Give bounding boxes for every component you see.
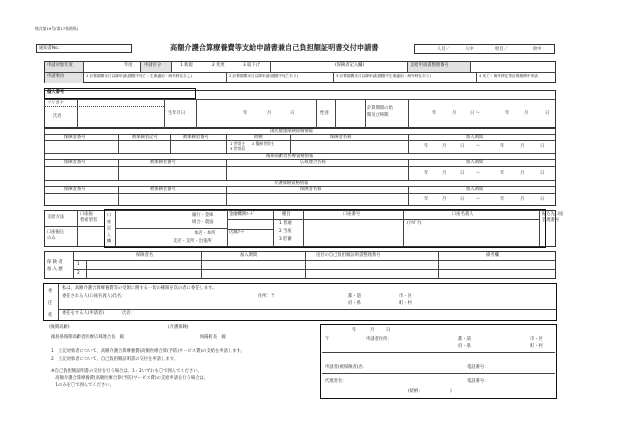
account-number-label: 口座番号 bbox=[343, 212, 361, 217]
footer-addressee-koki: 徳島県後期高齢者医療広域連合長 殿 bbox=[51, 335, 125, 340]
period-end-day: 日 bbox=[545, 111, 550, 116]
receipt-label-a: 振込先口座 bbox=[542, 212, 564, 217]
account-type-current[interactable]: 2 当座 bbox=[279, 229, 292, 234]
kaigo-period-day2: 日 bbox=[540, 197, 545, 202]
kaigo-col-name: 保険者名称 bbox=[300, 187, 322, 192]
holder-kana-label: (ﾌﾘｶﾞﾅ) bbox=[407, 221, 422, 226]
bank-types-2: 組合・農協 bbox=[192, 220, 214, 225]
kaigo-col-insurer: 保険者番号 bbox=[64, 187, 86, 192]
page-title: 高額介護合算療養費等支給申請書兼自己負担額証明書交付申請書 bbox=[170, 43, 379, 52]
reason-option-1[interactable]: 1 計算期間末日以降申請(期限中死亡・生保適用・海外移住なし) bbox=[86, 74, 192, 78]
period-start-month: 月 bbox=[452, 111, 457, 116]
delegate-name-label: 委任される人(口座名義人)氏名： bbox=[62, 294, 126, 299]
kaigo-period-day: 日 bbox=[460, 197, 465, 202]
delegation-side-3: 状 bbox=[48, 313, 53, 318]
kind-label-b: のみ bbox=[47, 236, 56, 241]
relation-option-2[interactable]: 2 擬制世帯主 bbox=[252, 140, 275, 146]
period-start-day: 日 ～ bbox=[470, 111, 480, 116]
kokuho-col-number: 被保険者番号 bbox=[183, 134, 209, 140]
kind-label-a: 口座振込 bbox=[47, 230, 65, 235]
bank-code-label: 金融機関ｺｰﾄﾞ bbox=[229, 212, 255, 217]
ledger-number-label: 通知書No.： bbox=[39, 46, 64, 51]
applicant-addr-pref2: 府・県 bbox=[458, 344, 471, 349]
furigana-label: フリガナ bbox=[47, 101, 64, 106]
kaigo-header: 介護保険資格情報 bbox=[274, 181, 309, 186]
applicant-tel-label: 電話番号： bbox=[467, 365, 489, 370]
footer-head-koki: (後期高齢) bbox=[49, 325, 70, 330]
applicant-addr-town: 町・村 bbox=[530, 344, 543, 349]
kokuho-col-name: 保険者名称 bbox=[330, 134, 352, 140]
kaigo-col-number: 被保険者番号 bbox=[150, 187, 176, 192]
kokuho-period-tilde: ～ bbox=[476, 144, 481, 149]
apply-date-year: 年 bbox=[352, 328, 357, 333]
applicant-addr-city: 市・区 bbox=[530, 337, 543, 342]
person-number-label: 個人番号 bbox=[47, 90, 65, 95]
reason-option-4[interactable]: 4 死亡・海外移住等計算期間中申請 bbox=[479, 74, 538, 78]
birth-year: 年 bbox=[243, 111, 248, 116]
delegate-address-label: 住所：〒 bbox=[258, 294, 276, 299]
period-label-a: 計算期間の始 bbox=[367, 106, 393, 111]
relation-option-3[interactable]: 3 世帯員 bbox=[230, 146, 246, 151]
reason-option-3[interactable]: 3 計算期間末日以降申請(期限中生保適用・海外移住あり) bbox=[336, 74, 431, 78]
other-row-2-no: 2 bbox=[77, 271, 80, 276]
kokuho-period-day2: 日 bbox=[540, 144, 545, 149]
delegate-addr-pref2: 府・県 bbox=[348, 301, 361, 306]
account-holder-label: 口座名義人 bbox=[452, 212, 474, 217]
kokuho-col-insurer: 保険者番号 bbox=[64, 134, 86, 140]
kaigo-period-month2: 月 bbox=[520, 197, 525, 202]
koki-header: 後期高齢者医療資格情報 bbox=[266, 154, 314, 159]
kokuho-period-year: 年 bbox=[424, 144, 429, 149]
agent-relation-close: ) bbox=[450, 389, 452, 394]
period-start-year: 年 bbox=[432, 111, 437, 116]
receipt-label-b: 管理番号 bbox=[542, 218, 560, 223]
kokuho-col-period: 加入期間 bbox=[466, 134, 484, 140]
kaigo-period-year: 年 bbox=[424, 197, 429, 202]
kokuho-col-mark: 被保険者記号 bbox=[132, 134, 158, 140]
type-option-new[interactable]: 1 新規 bbox=[180, 63, 193, 68]
other-col-certificate: 送付の自己負担額証明書整理番号 bbox=[316, 253, 381, 258]
applicant-postal: 〒 bbox=[325, 337, 330, 342]
page-count-box bbox=[414, 44, 555, 54]
bank-types-1: 銀行・金庫 bbox=[192, 213, 214, 218]
delegator-label: 委任をする人(申請者) bbox=[62, 311, 105, 316]
kokuho-header: 国民健康保険資格情報 bbox=[270, 129, 313, 134]
kaigo-period-year2: 年 bbox=[500, 197, 505, 202]
branch-types-2: 支店・支所・出張所 bbox=[173, 239, 212, 244]
delegation-text: 私は、高額介護合算療養費等の受領に関する一切の権限を次の者に委任します。 bbox=[62, 286, 217, 291]
koki-period-tilde: ～ bbox=[476, 171, 481, 176]
other-col-insurer: 保険者名 bbox=[136, 253, 154, 258]
other-row-1-no: 1 bbox=[77, 262, 80, 267]
name-label: 氏名 bbox=[53, 114, 62, 119]
apply-date-day: 日 bbox=[386, 328, 391, 333]
koki-period-day: 日 bbox=[460, 171, 465, 176]
footer-addressee-kaigo: 海陽町長 殿 bbox=[200, 335, 226, 340]
delegation-side-2: 任 bbox=[48, 301, 53, 306]
target-year-unit: 年度 bbox=[124, 63, 133, 68]
branch-code-label: 店舗ｺｰﾄﾞ bbox=[229, 230, 247, 235]
ledger-number-box bbox=[36, 44, 132, 53]
footer-note-2: 高額介護合算療養費(高額医療合算(予防)サービス費)の支給申請を行う場合は、 bbox=[51, 376, 209, 381]
birth-label: 生年月日 bbox=[168, 111, 186, 116]
mark-label-a: 口座振 bbox=[80, 212, 93, 217]
branch-types-1: 本店・本所 bbox=[194, 231, 216, 236]
delegate-addr-pref: 都・道 bbox=[348, 294, 361, 299]
delegator-name-label: 氏名： bbox=[122, 311, 135, 316]
account-type-label: 種目 bbox=[282, 212, 291, 217]
koki-col-insurer: 保険者番号 bbox=[64, 160, 86, 165]
other-insurers-table bbox=[44, 251, 556, 279]
other-col-remarks: 備考欄 bbox=[486, 253, 499, 258]
koki-period-year: 年 bbox=[424, 171, 429, 176]
footer-note-3: 1のみを〇で囲んでください。 bbox=[51, 383, 114, 388]
person-number-field[interactable] bbox=[44, 88, 196, 99]
period-end-year: 年 bbox=[505, 111, 510, 116]
applicant-name-label: 申請者(被保険者)名： bbox=[325, 365, 368, 370]
account-type-ordinary[interactable]: 1 普通 bbox=[279, 221, 292, 226]
mark-label-b: 替希望者 bbox=[80, 218, 98, 223]
delegation-side-1: 委 bbox=[48, 289, 53, 294]
kaigo-period-month: 月 bbox=[442, 197, 447, 202]
form-number: 様式第19号(第17条関係) bbox=[35, 26, 78, 31]
apply-date-month: 月 bbox=[370, 328, 375, 333]
application-type-label: 申請区分 bbox=[144, 63, 162, 68]
payment-number-label: 支給申請書整理番号 bbox=[410, 63, 449, 68]
koki-period-day2: 日 bbox=[540, 171, 545, 176]
relation-option-1[interactable]: 1 世帯主 bbox=[230, 140, 246, 146]
target-year-label: 申請対象年度 bbox=[47, 63, 73, 68]
reason-option-2[interactable]: 2 計算期間末日以降申請(期限中死亡あり) bbox=[229, 74, 299, 78]
bank-side-label: 口座記入欄 bbox=[107, 212, 111, 243]
koki-col-number: 被保険者番号 bbox=[150, 160, 176, 165]
period-label-b: 期及び終期 bbox=[367, 113, 389, 118]
koki-period-month: 月 bbox=[442, 171, 447, 176]
kokuho-period-day: 日 bbox=[460, 144, 465, 149]
reason-label: 申請事由 bbox=[47, 74, 65, 79]
sex-label: 性別 bbox=[320, 111, 329, 116]
account-type-savings[interactable]: 3 貯蓄 bbox=[279, 237, 292, 242]
statement-2[interactable]: 2 上記対象者について、自己負担額証明書の交付を申請します。 bbox=[51, 357, 178, 362]
statement-1[interactable]: 1 上記対象者について、高額介護合算療養費(高額医療合算(予防)サービス費)の支給を申請します。 bbox=[51, 349, 245, 354]
kaigo-col-period: 加入期間 bbox=[466, 187, 484, 192]
kokuho-col-relation: 続柄 bbox=[254, 134, 263, 140]
applicant-address-label: 申請者住所： bbox=[366, 337, 392, 342]
other-side-label-a: 保 険 者 bbox=[47, 260, 63, 265]
koki-col-period: 加入期間 bbox=[466, 160, 484, 165]
period-end-month: 月 bbox=[524, 111, 529, 116]
other-side-label-b: 加 入 歴 bbox=[47, 267, 63, 272]
payment-method-label: 支給方法 bbox=[47, 215, 65, 220]
koki-col-name: 広域連合名称 bbox=[300, 160, 326, 165]
applicant-box[interactable] bbox=[320, 324, 557, 399]
insurer-note: (保険者記入欄) bbox=[335, 63, 365, 68]
kokuho-period-year2: 年 bbox=[500, 144, 505, 149]
delegate-addr-city: 市・区 bbox=[399, 294, 412, 299]
footer-head-kaigo: (介護保険) bbox=[168, 325, 189, 330]
other-col-period: 加入期間 bbox=[240, 253, 258, 258]
kokuho-period-month: 月 bbox=[442, 144, 447, 149]
agent-tel-label: 電話番号： bbox=[467, 379, 489, 384]
type-option-change[interactable]: 2 変更 bbox=[212, 63, 225, 68]
count-sheets-label: 枚中 bbox=[533, 47, 542, 52]
applicant-addr-pref: 都・道 bbox=[458, 337, 471, 342]
count-total-label: 人中 bbox=[465, 47, 474, 52]
kaigo-period-tilde: ～ bbox=[476, 197, 481, 202]
footer-note-1: ※自己負担額証明書の交付を行う場合は、1・2いずれも〇で囲んでください。 bbox=[51, 369, 202, 374]
birth-month: 月 bbox=[267, 111, 272, 116]
delegate-addr-town: 町・村 bbox=[399, 301, 412, 306]
koki-period-month2: 月 bbox=[520, 171, 525, 176]
kokuho-period-month2: 月 bbox=[520, 144, 525, 149]
type-option-withdraw[interactable]: 3 取下げ bbox=[243, 63, 260, 68]
birth-day: 日 bbox=[290, 111, 295, 116]
agent-relation-label: (続柄： bbox=[408, 389, 423, 394]
koki-period-year2: 年 bbox=[500, 171, 505, 176]
count-pages-label: 枚目／ bbox=[495, 47, 508, 52]
agent-name-label: 代理者名： bbox=[325, 379, 347, 384]
count-in-label: 人目／ bbox=[437, 47, 450, 52]
